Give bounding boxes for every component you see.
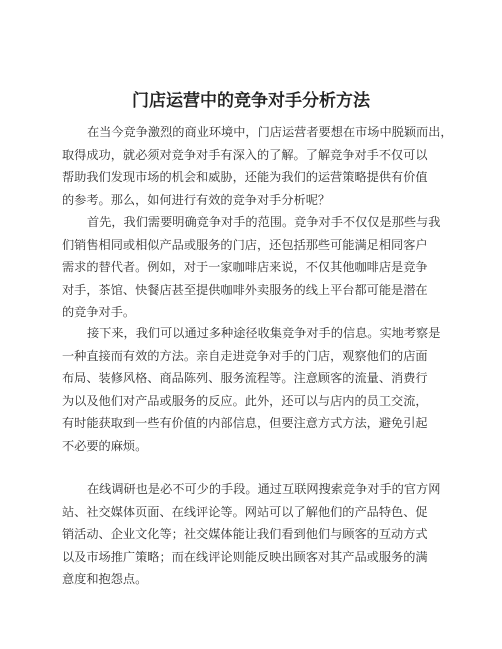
paragraph-line: 在线调研也是必不可少的手段。通过互联网搜索竞争对手的官方网 (87, 482, 441, 496)
paragraph-line: 帮助我们发现市场的机会和威胁，还能为我们的运营策略提供有价值 (62, 170, 428, 184)
paragraph-competitor-intro (62, 121, 453, 211)
document-title: 门店运营中的竞争对手分析方法 (132, 91, 370, 111)
paragraph-line: 首先，我们需要明确竞争对手的范围。竞争对手不仅仅是那些与我 (87, 215, 441, 229)
paragraph-line: 有时能获取到一些有价值的内部信息，但要注意方式方法，避免引起 (62, 416, 428, 430)
paragraph-line: 不必要的麻烦。 (62, 438, 148, 453)
paragraph-line: 在当今竞争激烈的商业环境中，门店运营者要想在市场中脱颖而出， (87, 125, 453, 139)
paragraph-line: 取得成功，就必须对竞争对手有深入的了解。了解竞争对手不仅可以 (62, 147, 428, 162)
paragraph-line: 销活动、企业文化等；社交媒体能让我们看到他们与顾客的互动方式 (62, 527, 428, 541)
paragraph-line: 们销售相同或相似产品或服务的门店，还包括那些可能满足相同客户 (62, 237, 428, 252)
paragraph-line: 的参考。那么，如何进行有效的竞争对手分析呢？ (62, 192, 331, 207)
paragraph-line: 为以及他们对产品或服务的反应。此外，还可以与店内的员工交流， (62, 393, 428, 408)
paragraph-line: 一种直接而有效的方法。亲自走进竞争对手的门店，观察他们的店面 (62, 348, 428, 363)
paragraph-line: 对手，茶馆、快餐店甚至提供咖啡外卖服务的线上平台都可能是潜在 (62, 282, 428, 297)
paragraph-online-research (62, 478, 442, 591)
paragraph-line: 的竞争对手。 (62, 305, 136, 319)
paragraph-line: 接下来，我们可以通过多种途径收集竞争对手的信息。实地考察是 (87, 326, 441, 340)
paragraph-competitor-scope (62, 211, 442, 324)
paragraph-line: 以及市场推广策略；而在线评论则能反映出顾客对其产品或服务的满 (62, 549, 428, 564)
paragraph-line: 布局、装修风格、商品陈列、服务流程等。注意顾客的流量、消费行 (62, 371, 428, 385)
paragraph-field-research (62, 322, 442, 457)
paragraph-line: 意度和抱怨点。 (62, 572, 148, 586)
paragraph-line: 需求的替代者。例如，对于一家咖啡店来说，不仅其他咖啡店是竞争 (62, 260, 428, 274)
paragraph-line: 站、社交媒体页面、在线评论等。网站可以了解他们的产品特色、促 (62, 504, 428, 519)
